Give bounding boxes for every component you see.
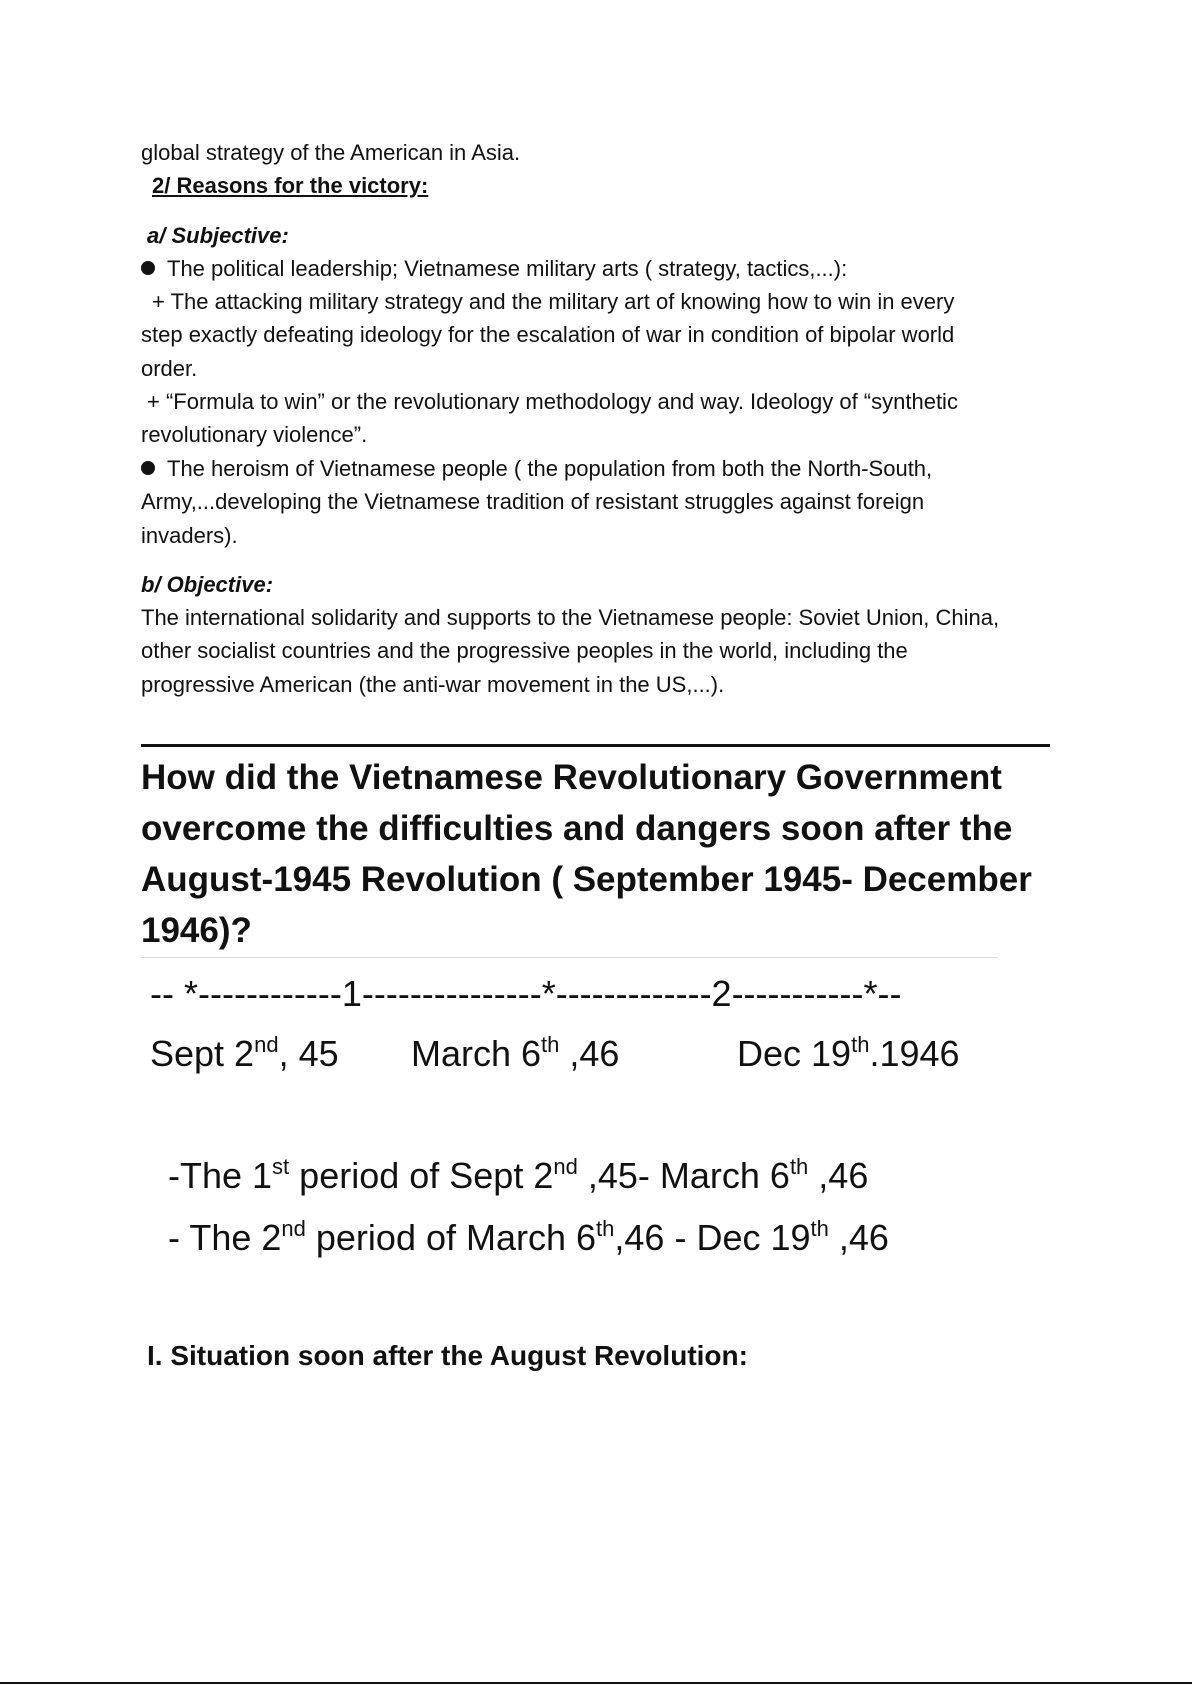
text-line: + The attacking military strategy and the military art of knowing how to win in every [152,289,955,314]
section-heading-reasons: 2/ Reasons for the victory: [152,173,429,198]
bullet-icon [141,261,155,275]
text-line: The international solidarity and supports to the Vietnamese people: Soviet Union, China, [141,605,1000,630]
divider [141,957,998,958]
text-line: revolutionary violence”. [141,422,368,447]
period-1: -The 1st period of Sept 2nd ,45- March 6th ,46 [168,1154,869,1196]
text-line: Army,...developing the Vietnamese tradition of resistant struggles against foreign [141,489,925,514]
bullet-text: The political leadership; Vietnamese military arts ( strategy, tactics,...): [167,256,848,281]
bullet-text: The heroism of Vietnamese people ( the population from both the North-South, [167,456,933,481]
timeline-date-2: March 6th ,46 [411,1032,620,1074]
section-title-situation: I. Situation soon after the August Revolution: [147,1340,748,1371]
bullet-item [141,255,847,283]
question-heading-line: 1946)? [141,911,252,950]
subheading-objective: b/ Objective: [141,572,274,597]
divider [141,744,1050,747]
period-2: - The 2nd period of March 6th,46 - Dec 19th ,46 [168,1216,889,1258]
bullet-item [141,455,932,483]
text-line: progressive American (the anti-war movement in the US,...). [141,672,725,697]
text-line: global strategy of the American in Asia. [141,140,521,165]
timeline-date-3: Dec 19th.1946 [737,1032,960,1074]
text-line: + “Formula to win” or the revolutionary methodology and way. Ideology of “synthetic [147,389,958,414]
timeline-date-1: Sept 2nd, 45 [150,1032,339,1074]
question-heading-line: How did the Vietnamese Revolutionary Government [141,758,1002,797]
text-line: other socialist countries and the progressive peoples in the world, including the [141,638,908,663]
text-line: order. [141,356,198,381]
question-heading-line: August-1945 Revolution ( September 1945- December [141,860,1032,899]
page-edge [0,1682,1192,1684]
timeline-axis: -- *------------1---------------*-------------2-----------*-- [150,973,902,1014]
question-heading-line: overcome the difficulties and dangers soon after the [141,809,1013,848]
subheading-subjective: a/ Subjective: [147,223,289,248]
text-line: invaders). [141,523,238,548]
bullet-icon [141,461,155,475]
text-line: step exactly defeating ideology for the escalation of war in condition of bipolar world [141,322,955,347]
